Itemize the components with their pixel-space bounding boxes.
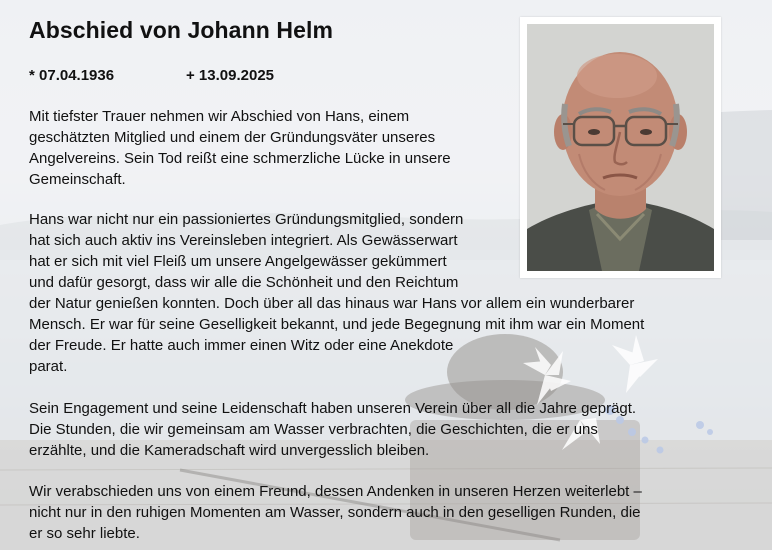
- portrait-illustration: [527, 24, 714, 271]
- text-line: der Freude. Er hatte auch immer einen Witz oder eine Anekdote: [29, 337, 454, 354]
- text-line: Sein Engagement und seine Leidenschaft haben unseren Verein über all die Jahre geprägt.: [29, 400, 637, 417]
- text-line: erzählte, und die Kameradschaft wird unvergesslich bleiben.: [29, 442, 430, 459]
- text-line: hat er sich mit viel Fleiß um unsere Angelgewässer gekümmert: [29, 253, 447, 270]
- text-line: Die Stunden, die wir gemeinsam am Wasser verbrachten, die Geschichten, die er uns: [29, 421, 598, 438]
- text-line: Gemeinschaft.: [29, 171, 126, 188]
- paragraph-intro: [29, 106, 451, 190]
- paragraph-engagement: [29, 398, 636, 461]
- text-line: und dafür gesorgt, dass wir alle die Schönheit und den Reichtum: [29, 274, 459, 291]
- portrait-frame: [520, 17, 721, 278]
- page-title: Abschied von Johann Helm: [29, 17, 334, 43]
- portrait-photo: [527, 24, 714, 271]
- text-line: der Natur genießen konnten. Doch über all das hinaus war Hans vor allem ein wunderbarer: [29, 295, 635, 312]
- text-line: hat sich auch aktiv ins Vereinsleben integriert. Als Gewässerwart: [29, 232, 458, 249]
- text-line: Mensch. Er war für seine Geselligkeit bekannt, und jede Begegnung mit ihm war ein Moment: [29, 316, 645, 333]
- text-line: nicht nur in den ruhigen Momenten am Wasser, sondern auch in den geselligen Runden, die: [29, 504, 641, 521]
- death-date: + 13.09.2025: [186, 67, 275, 84]
- text-line: Hans war nicht nur ein passioniertes Gründungsmitglied, sondern: [29, 211, 464, 228]
- text-line: Mit tiefster Trauer nehmen wir Abschied von Hans, einem: [29, 108, 410, 125]
- text-line: Angelvereins. Sein Tod reißt eine schmerzliche Lücke in unsere: [29, 150, 451, 167]
- paragraph-farewell: [29, 481, 642, 544]
- text-line: er so sehr liebte.: [29, 525, 140, 542]
- birth-date: * 07.04.1936: [29, 67, 115, 84]
- text-line: geschätzten Mitglied und einem der Gründungsväter unseres: [29, 129, 436, 146]
- text-line: parat.: [29, 358, 68, 375]
- text-line: Wir verabschieden uns von einem Freund, dessen Andenken in unseren Herzen weiterlebt –: [29, 483, 642, 500]
